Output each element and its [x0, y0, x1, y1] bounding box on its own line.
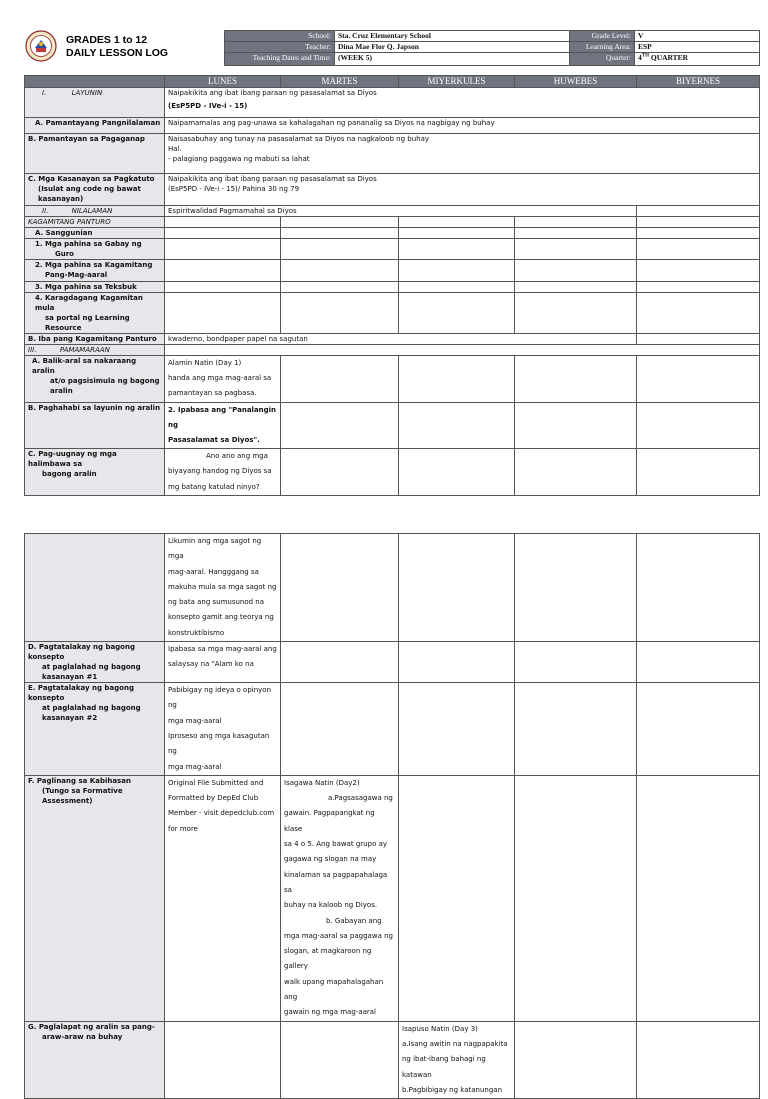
header-info-table: [224, 30, 760, 66]
row-g-wednesday: [399, 1021, 515, 1098]
row-pangmag-label: [25, 260, 165, 282]
cell-blank: [637, 683, 760, 776]
cell-blank: [399, 260, 515, 282]
cell-blank: [515, 282, 637, 293]
f-tue-text: kinalaman sa pagpapahalaga sa: [284, 870, 388, 894]
cell-blank: [281, 356, 399, 403]
row-sanggunian-label: A. Sanggunian: [25, 228, 165, 239]
cont-line: konstruktibismo: [168, 628, 225, 637]
cell-blank: [399, 775, 515, 1021]
row-paguugnay-monday: [165, 449, 281, 496]
cell-blank: [637, 228, 760, 239]
e-text: Pabibigay ng ideya o opinyon ng: [168, 686, 272, 710]
row-f-tuesday: [281, 775, 399, 1021]
d-label-3: kasanayan #1: [42, 673, 98, 682]
gabay-label-2: Guro: [55, 250, 74, 258]
cell-blank: [515, 402, 637, 449]
learning-area-label: Learning Area:: [570, 42, 635, 53]
cell-blank: [281, 260, 399, 282]
layunin-text: Naipakikita ang ibat ibang paraan ng pasasalamat sa Diyos: [168, 89, 377, 97]
quarter-word: QUARTER: [650, 53, 689, 62]
pangmag-label-2: Pang-Mag-aaral: [45, 271, 108, 279]
f-tue-text: slogan, at magkaroon ng gallery: [284, 947, 372, 971]
cell-blank: [281, 642, 399, 683]
row-f-label: [25, 775, 165, 1021]
cell-blank: [281, 402, 399, 449]
f-label-2: (Tungo sa Formative Assessment): [42, 786, 123, 805]
karagdagang-label-1: 4. Karagdagang Kagamitan mula: [35, 294, 143, 312]
kasanayan-label-2: (Isulat ang code ng bawat: [38, 185, 141, 193]
row-kagamitan-label: KAGAMITANG PANTURO: [25, 217, 165, 228]
cell-blank: [637, 239, 760, 260]
cell-blank: [165, 260, 281, 282]
e-text: mga mag-aaral: [168, 762, 222, 771]
row-pamantayang-content: Naipamamalas ang pag-unawa sa kahalagahan ng pananalig sa Diyos na nagbigay ng buhay: [165, 118, 760, 134]
cell-blank: [637, 260, 760, 282]
cell-blank: [637, 775, 760, 1021]
cell-blank: [515, 217, 637, 228]
cell-blank: [637, 642, 760, 683]
cell-blank: [515, 449, 637, 496]
cell-blank: [399, 449, 515, 496]
paguugnay-text-1: Ano ano ang mga: [206, 452, 268, 461]
cell-blank: [165, 239, 281, 260]
cell-blank: [515, 683, 637, 776]
pagaganap-line-2: Hal.: [168, 145, 182, 153]
row-balik-monday: [165, 356, 281, 403]
cell-blank: [399, 534, 515, 642]
school-value: Sta. Cruz Elementary School: [335, 31, 570, 42]
f-tue-text: mga mag-aaral sa paggawa ng: [284, 931, 393, 940]
lesson-log-table: [24, 75, 760, 496]
cell-blank: [399, 402, 515, 449]
cell-blank: [281, 683, 399, 776]
f-tue-text: gagawa ng slogan na may: [284, 855, 377, 864]
e-text: Iproseso ang mga kasagutan ng: [168, 731, 270, 756]
row-paguugnay-label: [25, 449, 165, 496]
paguugnay-text-3: mg batang katulad ninyo?: [168, 482, 260, 491]
row-e-label: [25, 683, 165, 776]
section-title: LAYUNIN: [71, 89, 103, 97]
e-text: mga mag-aaral: [168, 716, 222, 725]
balik-text-1: Alamin Natin (Day 1): [168, 359, 242, 367]
d-text-2: salaysay na "Alam ko na: [168, 660, 254, 669]
row-karagdagang-label: [25, 293, 165, 334]
cell-blank: [637, 356, 760, 403]
row-nilalaman-label: [25, 206, 165, 217]
paghahabi-text-1: 2. Ipabasa ang "Panalangin ng: [168, 405, 277, 429]
row-pagaganap-label: B. Pamantayan sa Pagaganap: [25, 134, 165, 174]
f-label-1: F. Paglinang sa Kabihasan: [28, 776, 131, 785]
teacher-label: Teacher:: [225, 42, 335, 53]
cell-blank: [165, 217, 281, 228]
row-d-monday: [165, 642, 281, 683]
title-line-2: DAILY LESSON LOG: [66, 47, 169, 59]
school-label: School:: [225, 31, 335, 42]
row-iba-content: kwaderno, bondpaper papel na sagutan: [165, 334, 637, 345]
f-tue-text: walk upang mapahalagahan ang: [284, 977, 384, 1002]
cell-blank: [399, 228, 515, 239]
e-label-2: at paglalahad ng bagong: [42, 704, 141, 713]
cell-blank: [281, 217, 399, 228]
g-wed-text: a.Isang awitin na nagpapakita: [402, 1039, 508, 1048]
cont-line: makuha mula sa mga sagot ng: [168, 582, 277, 591]
section-number: II.: [42, 207, 49, 215]
kasanayan-text-1: Naipakikita ang ibat ibang paraan ng pasasalamat sa Diyos: [168, 175, 377, 183]
cell-blank: [515, 775, 637, 1021]
d-text-1: Ipabasa sa mga mag-aaral ang: [168, 645, 277, 654]
f-mon-text: Formatted by DepEd Club: [168, 794, 259, 803]
g-wed-text: katawan: [402, 1070, 432, 1079]
cell-blank: [637, 334, 760, 345]
kasanayan-text-2: (EsP5PD - IVe-i - 15)/ Pahina 30 ng 79: [168, 185, 300, 193]
row-paghahabi-monday: [165, 402, 281, 449]
f-mon-text: for more: [168, 824, 198, 833]
cont-line: ng bata ang sumusunod na: [168, 598, 265, 607]
cell-blank: [399, 356, 515, 403]
paguugnay-text-2: biyayang handog ng Diyos sa: [168, 467, 272, 476]
row-paghahabi-label: B. Paghahabi sa layunin ng aralin: [25, 402, 165, 449]
paghahabi-text-2: Pasasalamat sa Diyos".: [168, 436, 260, 445]
cell-blank: [515, 534, 637, 642]
cell-blank: [637, 1021, 760, 1098]
d-label-1: D. Pagtatalakay ng bagong konsepto: [28, 643, 135, 662]
f-tue-text: sa 4 o 5. Ang bawat grupo ay: [284, 840, 388, 849]
cell-blank: [281, 293, 399, 334]
cell-blank: [165, 1021, 281, 1098]
cell-blank: [515, 239, 637, 260]
pagaganap-line-3: - palagiang paggawa ng mabuti sa lahat: [168, 155, 310, 163]
row-gabay-label: [25, 239, 165, 260]
learning-area-value: ESP: [635, 42, 760, 53]
deped-seal-logo: [25, 30, 57, 62]
cell-blank: [637, 293, 760, 334]
cell-blank: [637, 282, 760, 293]
balik-label-1: A. Balik-aral sa nakaraang aralin: [32, 357, 137, 375]
row-balik-label: [25, 356, 165, 403]
cell-blank: [399, 217, 515, 228]
day-header-thursday: HUWEBES: [515, 76, 637, 88]
row-layunin-content: [165, 88, 760, 118]
cell-blank: [637, 449, 760, 496]
cell-blank: [515, 228, 637, 239]
cell-blank: [637, 534, 760, 642]
row-continued-monday: [165, 534, 281, 642]
section-number: III.: [28, 346, 37, 354]
quarter-number: 4: [638, 53, 642, 62]
row-pamantayang-label: A. Pamantayang Pangnilalaman: [25, 118, 165, 134]
row-pagaganap-content: [165, 134, 760, 174]
cell-blank: [165, 282, 281, 293]
balik-text-3: pamantayan sa pagbasa.: [168, 389, 257, 398]
balik-label-2: at/o pagsisimula ng bagong: [50, 377, 160, 385]
f-tue-text: b. Gabayan ang: [326, 916, 382, 925]
g-wed-text: Isapuso Natin (Day 3): [402, 1024, 478, 1033]
quarter-suffix: TH: [641, 53, 649, 59]
cell-blank: [637, 206, 760, 217]
f-tue-text: gawain ng mga mag-aaral: [284, 1008, 377, 1017]
d-label-2: at paglalahad ng bagong: [42, 663, 141, 672]
balik-text-2: handa ang mga mag-aaral sa: [168, 374, 272, 383]
teaching-dates-value: (WEEK 5): [335, 53, 570, 66]
day-header-monday: LUNES: [165, 76, 281, 88]
row-layunin-label: [25, 88, 165, 118]
g-wed-text: ng ibat-ibang bahagi ng: [402, 1055, 486, 1064]
teacher-value: Dina Mae Flor Q. Japson: [335, 42, 570, 53]
row-f-monday: [165, 775, 281, 1021]
lesson-log-table-continued: [24, 533, 760, 1099]
cell-blank: [281, 1021, 399, 1098]
cell-blank: [637, 402, 760, 449]
row-e-monday: [165, 683, 281, 776]
quarter-value: [635, 53, 760, 66]
row-d-label: [25, 642, 165, 683]
section-title: NILALAMAN: [71, 207, 113, 215]
layunin-code: (EsP5PD - IVe-i - 15): [168, 102, 248, 110]
row-g-label: [25, 1021, 165, 1098]
paguugnay-label-1: C. Pag-uugnay ng mga halimbawa sa: [28, 450, 117, 469]
row-pamamaraan-label: [25, 345, 165, 356]
f-mon-text: Original File Submitted and: [168, 778, 264, 787]
cell-blank: [399, 282, 515, 293]
grade-level-label: Grade Level:: [570, 31, 635, 42]
f-tue-text: gawain. Pagpapangkat ng klase: [284, 809, 375, 833]
row-teksbuk-label: 3. Mga pahina sa Teksbuk: [25, 282, 165, 293]
cell-blank: [281, 534, 399, 642]
document-title: [66, 34, 168, 60]
day-header-tuesday: MARTES: [281, 76, 399, 88]
cell-blank: [515, 1021, 637, 1098]
day-header-friday: BIYERNES: [637, 76, 760, 88]
cell-blank: [399, 239, 515, 260]
pagaganap-line-1: Naisasabuhay ang tunay na pasasalamat sa Diyos na nagkaloob ng buhay: [168, 135, 430, 143]
cell-blank-label: [25, 534, 165, 642]
title-line-1: GRADES 1 to 12: [66, 34, 148, 46]
teaching-dates-label: Teaching Dates and Time:: [225, 53, 335, 66]
day-header-wednesday: MIYERKULES: [399, 76, 515, 88]
cell-blank: [515, 642, 637, 683]
grade-level-value: V: [635, 31, 760, 42]
pangmag-label-1: 2. Mga pahina sa Kagamitang: [35, 261, 153, 269]
quarter-label: Quarter:: [570, 53, 635, 66]
g-label-1: G. Paglalapat ng aralin sa pang-: [28, 1022, 155, 1031]
karagdagang-label-2: sa portal ng Learning Resource: [45, 314, 130, 332]
row-kasanayan-label: [25, 174, 165, 206]
cell-blank: [281, 228, 399, 239]
cell-blank: [281, 282, 399, 293]
day-header-blank: [25, 76, 165, 88]
balik-label-3: aralin: [50, 387, 73, 395]
cell-blank: [515, 356, 637, 403]
cell-blank: [399, 683, 515, 776]
cell-blank: [165, 228, 281, 239]
e-label-1: E. Pagtatalakay ng bagong konsepto: [28, 684, 134, 703]
kasanayan-label-1: C. Mga Kasanayan sa Pagkatuto: [28, 175, 155, 183]
cell-blank: [165, 345, 760, 356]
paguugnay-label-2: bagong aralin: [42, 470, 97, 479]
row-iba-label: B. Iba pang Kagamitang Panturo: [25, 334, 165, 345]
section-title: PAMAMARAAN: [59, 346, 110, 354]
cell-blank: [281, 239, 399, 260]
f-tue-text: a.Pagsasagawa ng: [328, 794, 393, 803]
cont-line: mag-aaral. Hangggang sa: [168, 567, 259, 576]
cell-blank: [637, 217, 760, 228]
section-number: I.: [42, 89, 47, 97]
g-wed-text: b.Pagbibigay ng katanungan: [402, 1085, 503, 1094]
cell-blank: [515, 293, 637, 334]
cont-line: konsepto gamit ang teorya ng: [168, 613, 274, 622]
cell-blank: [165, 293, 281, 334]
gabay-label-1: 1. Mga pahina sa Gabay ng: [35, 240, 142, 248]
f-tue-text: buhay na kaloob ng Diyos.: [284, 901, 378, 910]
g-label-2: araw-araw na buhay: [42, 1032, 123, 1041]
e-label-3: kasanayan #2: [42, 714, 98, 723]
f-tue-text: Isagawa Natin (Day2): [284, 778, 360, 787]
cell-blank: [515, 260, 637, 282]
cont-line: Likumin ang mga sagot ng mga: [168, 537, 262, 561]
row-nilalaman-content: Espiritwalidad Pagmamahal sa Diyos: [165, 206, 637, 217]
cell-blank: [399, 293, 515, 334]
f-mon-text: Member - visit depedclub.com: [168, 809, 275, 818]
cell-blank: [399, 642, 515, 683]
cell-blank: [281, 449, 399, 496]
row-kasanayan-content: [165, 174, 760, 206]
kasanayan-label-3: kasanayan): [38, 195, 84, 203]
